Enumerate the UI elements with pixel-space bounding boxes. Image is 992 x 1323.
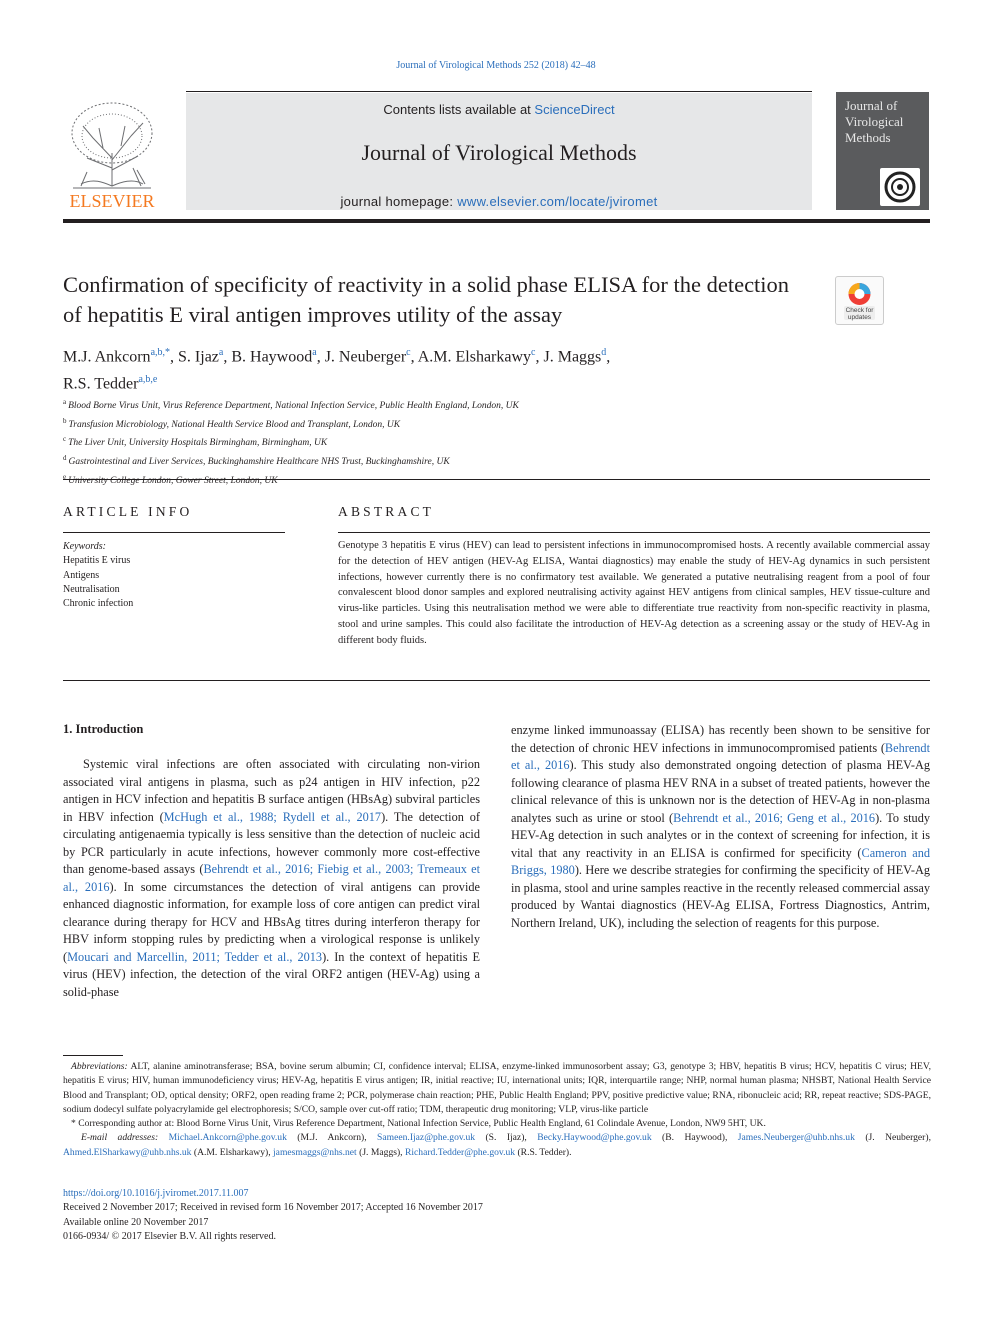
email-owner: (S. Ijaz),	[475, 1132, 538, 1144]
sciencedirect-link[interactable]: ScienceDirect	[534, 102, 615, 117]
cover-title: Journal of Virological Methods	[845, 98, 904, 145]
email-owner: (R.S. Tedder).	[515, 1146, 572, 1158]
footnote-rule	[63, 1055, 123, 1056]
author-separator: ,	[170, 348, 179, 366]
paragraph-text: ). The detection of circulating antigenaemia typically is less sensitive than the detection of nucleic acid by PCR particularly in acute infections, however commonly more cost-effective than genome-based assays (	[63, 809, 480, 876]
paragraph-text: ). To study HEV-Ag detection in such analytes or in the context of screening for infection, it is vital that any reactivity in an ELISA is confirmed for specificity (	[511, 810, 930, 860]
citation-link[interactable]: McHugh et al., 1988; Rydell et al., 2017	[163, 809, 382, 824]
paragraph-text: ). In the context of hepatitis E virus (HEV) infection, the detection of the viral ORF2 antigen (HEV-Ag) using a solid-phase	[63, 949, 481, 999]
affiliation-key: b	[63, 416, 67, 425]
author-list	[63, 341, 823, 396]
author-affiliation-marker[interactable]: d	[601, 347, 607, 358]
affiliation-key: d	[63, 453, 67, 462]
affiliation-item	[63, 414, 863, 433]
affiliation-text: University College London, Gower Street, London, UK	[68, 475, 278, 486]
paragraph-text: enzyme linked immunoassay (ELISA) has recently been shown to be sensitive for the detection of chronic HEV infections in immunocompromised patients (	[511, 723, 930, 755]
email-owner: (J. Neuberger),	[854, 1132, 931, 1144]
affiliation-text: The Liver Unit, University Hospitals Birmingham, Birmingham, UK	[68, 438, 328, 449]
author-name: M.J. Ankcorn	[63, 348, 151, 366]
citation-link[interactable]: Behrendt et al., 2016; Fiebig et al., 2003; Tremeaux et al., 2016	[63, 862, 480, 894]
keyword-item: Neutralisation	[63, 583, 120, 595]
corresponding-author-footnote: * Corresponding author at: Blood Borne Virus Unit, Virus Reference Department, National Infection Service, Public Health England, 61 Colindale Avenue, London, NW9 5HT, UK.	[71, 1118, 766, 1130]
online-date: Available online 20 November 2017	[63, 1216, 209, 1228]
divider	[63, 680, 930, 681]
author-separator: ,	[316, 348, 325, 366]
paragraph-text: ). In some circumstances the detection of viral antigens can provide enhanced diagnostic information, for example loss of core antigen can predict viral clearance during therapy for HCV and HBsAg titres during interferon therapy for HBV inform stopping rules by predicting when a virological response is unlikely (	[63, 879, 480, 964]
author-affiliation-marker[interactable]: c	[531, 347, 536, 358]
author-separator: ,	[535, 348, 544, 366]
keywords-label: Keywords:	[63, 541, 106, 552]
journal-homepage	[186, 194, 812, 209]
citation-link[interactable]: Behrendt et al., 2016	[511, 740, 930, 772]
affiliation-key: e	[63, 472, 67, 481]
affiliation-key: a	[63, 398, 67, 406]
author-name: J. Neuberger	[324, 348, 407, 366]
doi-link[interactable]: https://doi.org/10.1016/j.jviromet.2017.11.007	[63, 1188, 249, 1199]
email-owner: (J. Maggs),	[356, 1146, 405, 1158]
citation-link[interactable]: Cameron and Briggs, 1980	[511, 845, 931, 877]
author-name: J. Maggs	[543, 348, 602, 366]
keywords-block	[63, 540, 285, 611]
email-link[interactable]: Sameen.Ijaz@phe.gov.uk	[377, 1132, 476, 1144]
email-link[interactable]: Michael.Ankcorn@phe.gov.uk	[168, 1132, 287, 1144]
keyword-item: Antigens	[63, 569, 100, 581]
author-separator: ,	[606, 348, 611, 366]
article-metadata	[63, 1187, 663, 1244]
abbreviations-text: ALT, alanine aminotransferase; BSA, bovine serum albumin; CI, confidence interval; ELISA, enzyme-linked immunosorbent assay; G3, genotype 3; HBV, hepatitis B virus; HCV, hepatitis C virus; HEV, hepatitis E virus; HIV, human immunodeficiency virus; HEV-Ag, hepatitis E virus antigen; IR, initial reactive; IU, international units; IQR, interquartile range; NHP, normal human plasma; NHSBT, National Health Service Blood and Transplant; OD, optical density; ORF2, open reading frame 2; PCR, polymerase chain reaction; PHE, Public Health England; PPV, positive predictive value; RNA, ribonucleic acid; RR, repeat reactive; SDS-PAGE, sodium dodecyl sulfate polyacrylamide gel electrophoresis; S/CO, sample over cut-off ratio; TDM, therapeutic drug monitoring; VLP, virus-like particle	[63, 1061, 931, 1115]
keyword-item: Chronic infection	[63, 598, 134, 610]
contents-line	[186, 102, 812, 117]
body-column-left	[63, 756, 480, 1001]
footnotes	[63, 1060, 931, 1160]
affiliation-text: Transfusion Microbiology, National Health Service Blood and Transplant, London, UK	[68, 419, 401, 430]
author-separator: ,	[223, 348, 232, 366]
citation-link[interactable]: Behrendt et al., 2016; Geng et al., 2016	[673, 810, 876, 825]
author-affiliation-marker[interactable]: a,b,*	[150, 347, 171, 358]
contents-prefix: Contents lists available at	[383, 102, 535, 117]
divider	[63, 479, 930, 480]
abstract-heading: ABSTRACT	[338, 504, 435, 519]
homepage-prefix: journal homepage:	[340, 194, 458, 209]
abbreviations-footnote	[63, 1060, 931, 1117]
elsevier-logo	[63, 98, 161, 210]
section-heading-introduction: 1. Introduction	[63, 722, 144, 736]
author-name: R.S. Tedder	[63, 375, 139, 393]
affiliation-item	[63, 432, 863, 451]
email-owner: (M.J. Ankcorn),	[286, 1132, 378, 1144]
email-label: E-mail addresses:	[81, 1132, 159, 1144]
email-link[interactable]: James.Neuberger@uhb.nhs.uk	[737, 1132, 855, 1144]
email-owner: (B. Haywood),	[651, 1132, 738, 1144]
author-affiliation-marker[interactable]: a	[312, 347, 317, 358]
homepage-link[interactable]: www.elsevier.com/locate/jviromet	[457, 194, 658, 209]
abbreviations-label: Abbreviations:	[71, 1061, 128, 1072]
paragraph	[511, 722, 930, 932]
citation-link[interactable]: Moucari and Marcellin, 2011; Tedder et al., 2013	[67, 949, 323, 964]
email-owner: (A.M. Elsharkawy),	[191, 1146, 274, 1158]
affiliation-text: Blood Borne Virus Unit, Virus Reference Department, National Infection Service, Public Health England, London, UK	[68, 401, 519, 412]
copyright: 0166-0934/ © 2017 Elsevier B.V. All rights reserved.	[63, 1230, 276, 1242]
journal-title: Journal of Virological Methods	[361, 140, 637, 165]
affiliation-item	[63, 395, 863, 414]
author-name: S. Ijaz	[178, 348, 219, 366]
email-link[interactable]: Becky.Haywood@phe.gov.uk	[537, 1132, 652, 1144]
affiliation-item	[63, 451, 863, 470]
divider	[338, 532, 930, 533]
author-affiliation-marker[interactable]: a,b,e	[138, 374, 158, 386]
affiliation-key: c	[63, 435, 67, 444]
paragraph-text: Systemic viral infections are often associated with circulating non-virion associated viral antigens in plasma, such as p24 antigen in HIV infection, p22 antigen in HCV infection and hepatitis B surface antigen (HBsAg) subviral particles in HBV infection (	[63, 757, 480, 824]
author-name: B. Haywood	[231, 348, 313, 366]
received-dates: Received 2 November 2017; Received in revised form 16 November 2017; Accepted 16 November 2017	[63, 1202, 483, 1214]
body-column-right	[511, 722, 930, 932]
paragraph	[63, 756, 480, 1001]
journal-reference[interactable]: Journal of Virological Methods 252 (2018) 42–48	[396, 60, 596, 71]
author-name: A.M. Elsharkawy	[417, 348, 532, 366]
check-for-updates-badge[interactable]	[835, 276, 884, 325]
article-info-heading: ARTICLE INFO	[63, 504, 193, 519]
cover-logo-icon	[880, 168, 920, 206]
check-updates-label: Check for updates	[845, 307, 874, 321]
author-affiliation-marker[interactable]: c	[406, 347, 411, 358]
affiliation-list	[63, 395, 863, 488]
keywords-list	[63, 554, 285, 611]
email-link[interactable]: Ahmed.ElSharkawy@uhb.nhs.uk	[63, 1146, 192, 1158]
abstract-text: Genotype 3 hepatitis E virus (HEV) can lead to persistent infections in immunocompromised hosts. A recently available commercial assay for the detection of HEV antigen (HEV-Ag ELISA, Wantai diagnostics) may enable the study of HEV-Ag dynamics in such persistent infections, however currently there is no confirmatory test available. We generated a putative neutralising reagent from a pool of four convalescent blood donor samples and explored neutralising activity against HEV antigens from clinical samples, HEV tissue-culture and virus-like particles. Using this neutralisation method we were able to differentiate true reactivity from non-specific reactivity in plasma, stool and urine samples. This could also facilitate the introduction of HEV-Ag detection as a screening assay or the study of HEV-Ag in different body fluids.	[338, 540, 930, 646]
keyword-item: Hepatitis E virus	[63, 555, 131, 567]
elsevier-wordmark: ELSEVIER	[69, 191, 155, 210]
email-footnote	[63, 1131, 931, 1160]
email-link[interactable]: Richard.Tedder@phe.gov.uk	[404, 1146, 516, 1158]
author-separator: ,	[410, 348, 418, 366]
affiliation-text: Gastrointestinal and Liver Services, Buckinghamshire Healthcare NHS Trust, Buckinghamshire, UK	[68, 457, 450, 468]
divider	[63, 532, 285, 533]
paragraph-text: ). Here we describe strategies for confirming the specificity of HEV-Ag in plasma, stool and urine samples reactive in the recently released commercial assay produced by Wantai diagnostics (HEV-Ag ELISA, Fortress Diagnostics, Antrim, Northern Ireland, UK), including the selection of reagents for this purpose.	[511, 863, 930, 930]
article-title: Confirmation of specificity of reactivity in a solid phase ELISA for the detection of hepatitis E viral antigen improves utility of the assay	[63, 272, 790, 327]
paragraph-text: ). This study also demonstrated ongoing detection of plasma HEV-Ag following clearance of plasma HEV RNA in a subset of treated patients, however the clinical relevance of this is unknown nor is the detection of HEV-Ag in non-plasma analytes such as urine or stool (	[511, 758, 930, 825]
author-affiliation-marker[interactable]: a	[218, 347, 224, 358]
header-bottom-rule	[63, 219, 930, 223]
header-top-rule	[186, 91, 812, 92]
email-link[interactable]: jamesmaggs@nhs.net	[273, 1146, 357, 1158]
